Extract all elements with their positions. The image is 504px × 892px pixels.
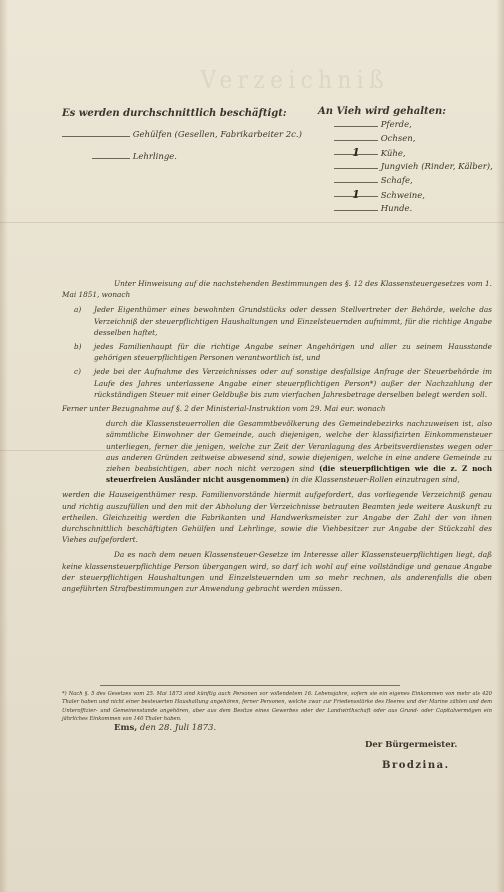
intro-paragraph: Unter Hinweisung auf die nachstehenden Bestimmungen des §. 12 des Klassensteuergesetzes vom 1. Mai 1851, wonach xyxy=(62,279,492,300)
employees-heading: Es werden durchschnittlich beschäftigt: xyxy=(62,108,287,119)
provision-c: c) jede bei der Aufnahme des Verzeichnisses oder auf sonstige desfallsige Anfrage der Steuerbehörde im Laufe des Jahres unterlassene Angabe einer steuerpflichtigen Person*) außer der Nachzahlung der rückständigen Steuer mit einer Geldbuße bis zum vierfachen Jahresbetrage derselben belegt werden soll. xyxy=(74,367,492,399)
request-paragraph: werden die Hauseigenthümer resp. Familienvorstände hiermit aufgefordert, das vorliegende Verzeichniß genau und richtig auszufüllen und den mit der Abholung der Verzeichnisse betrauten Beamten jede weitere Auskunft zu ertheilen. Gleichzeitig werden die Fabrikanten und Handwerksmeister zur Angabe der Zahl der von ihnen durchschnittlich beschäftigten Gehülfen und Lehrlinge, sowie die Viehbesitzer zur Angabe der Stückzahl des Viehes aufgefordert. xyxy=(62,490,492,545)
foreigners-emphasis: (die steuerpflichtigen wie die z. Z noch steuerfreien Ausländer nicht ausgenommen) xyxy=(106,464,493,485)
livestock-blank[interactable] xyxy=(334,202,378,211)
livestock-row xyxy=(334,132,415,144)
instruction-paragraph: durch die Klassensteuerrollen die Gesammtbevölkerung des Gemeindebezirks nachzuweisen ist, also sämmtliche Einwohner der Gemeinde, auch diejenigen, welche der klassifizirten Einkommensteuer unterliegen, ferner die jenigen, welche zur Zeit der Veranlagung des Arbeitsverdienstes wegen oder aus anderen Gründen zeitweise abwesend sind, sowie diejenigen, welche in eine andere Gemeinde zu ziehen beabsichtigen, aber noch nicht verzogen sind (die steuerpflichtigen wie die z. Z noch steuerfreien Ausländer nicht ausgenommen) in die Klassensteuer-Rollen einzutragen sind, xyxy=(106,419,493,485)
assistants-blank[interactable] xyxy=(62,128,130,137)
footnote: *) Nach §. 5 des Gesetzes vom 25. Mai 1873 sind künftig auch Personen vor vollendetem 16. Lebensjahre, sofern sie ein eigenes Einkommen von mehr als 420 Thaler haben und nicht einer besteuerten Haushaltung angehören, ferner Personen, welche zwar zur Friedensstärke des Heeres und der Marine zählen und dem Unteroffizier- und Gemeinenstande angehören, aber aus dem Besitze eines Gewerbes oder der Landwirthschaft oder aus Grund- oder Capitalvermögen ein jährliches Einkommen von 140 Thaler haben. xyxy=(62,691,492,723)
apprentices-field xyxy=(92,150,177,162)
closing-paragraph: Da es nach dem neuen Klassensteuer-Gesetze im Interesse aller Klassensteuerpflichtigen liegt, daß keine klassensteuerpflichtige Person übergangen wird, so darf ich wohl auf eine vollständige und genaue Angabe der steuerpflichtigen Haushaltungen und Einzelsteuernden um so mehr rechnen, als anderenfalls die oben angeführten Strafbestimmungen zur Anwendung gebracht werden müssen. xyxy=(62,550,492,594)
livestock-blank[interactable] xyxy=(334,118,378,127)
assistants-label: Gehülfen (Gesellen, Fabrikarbeiter 2c.) xyxy=(132,130,302,140)
livestock-blank[interactable] xyxy=(334,132,378,141)
livestock-heading: An Vieh wird gehalten: xyxy=(318,106,447,117)
livestock-blank[interactable]: 1 xyxy=(334,188,378,197)
date-line: Ems, den 28. Juli 1873. xyxy=(114,723,217,733)
livestock-label: Kühe, xyxy=(380,149,406,159)
ferner-paragraph: Ferner unter Bezugnahme auf §. 2 der Ministerial-Instruktion vom 29. Mai eur. wonach xyxy=(62,404,386,414)
livestock-label: Pferde, xyxy=(380,120,412,130)
livestock-row xyxy=(334,174,413,186)
signature-name: Brodzina. xyxy=(382,760,450,771)
provision-b: b) jedes Familienhaupt für die richtige Angabe seiner Angehörigen und aller zu seinem Hausstande gehörigen steuerpflichtigen Personen verantwortlich ist, und xyxy=(74,342,492,363)
livestock-label: Ochsen, xyxy=(380,134,416,144)
signature-title: Der Bürgermeister. xyxy=(365,740,458,750)
page-edge-right xyxy=(496,0,504,892)
livestock-label: Hunde. xyxy=(380,204,413,214)
livestock-blank[interactable]: 1 xyxy=(334,146,378,155)
fold-line xyxy=(0,222,504,223)
body-text xyxy=(62,278,492,598)
provision-a: a) Jeder Eigenthümer eines bewohnten Grundstücks oder dessen Stellvertreter der Behörde, welche das Verzeichniß der steuerpflichtigen Haushaltungen und Einzelsteuernden aufnimmt, für die richtige Angabe desselben haftet, xyxy=(74,305,492,337)
livestock-row xyxy=(334,146,406,159)
livestock-blank[interactable] xyxy=(334,174,378,183)
footnote-divider xyxy=(100,685,400,686)
apprentices-label: Lehrlinge. xyxy=(132,152,178,162)
apprentices-blank[interactable] xyxy=(92,150,130,159)
assistants-field xyxy=(62,128,302,140)
livestock-label: Jungvieh (Rinder, Kälber), xyxy=(380,162,493,172)
livestock-label: Schafe, xyxy=(380,176,413,186)
livestock-label: Schweine, xyxy=(380,191,425,201)
livestock-blank[interactable] xyxy=(334,160,378,169)
show-through-text: Verzeichniß xyxy=(200,66,389,94)
livestock-row xyxy=(334,202,412,214)
livestock-row xyxy=(334,188,425,201)
livestock-row xyxy=(334,160,493,172)
livestock-row xyxy=(334,118,412,130)
page-edge-left xyxy=(0,0,8,892)
